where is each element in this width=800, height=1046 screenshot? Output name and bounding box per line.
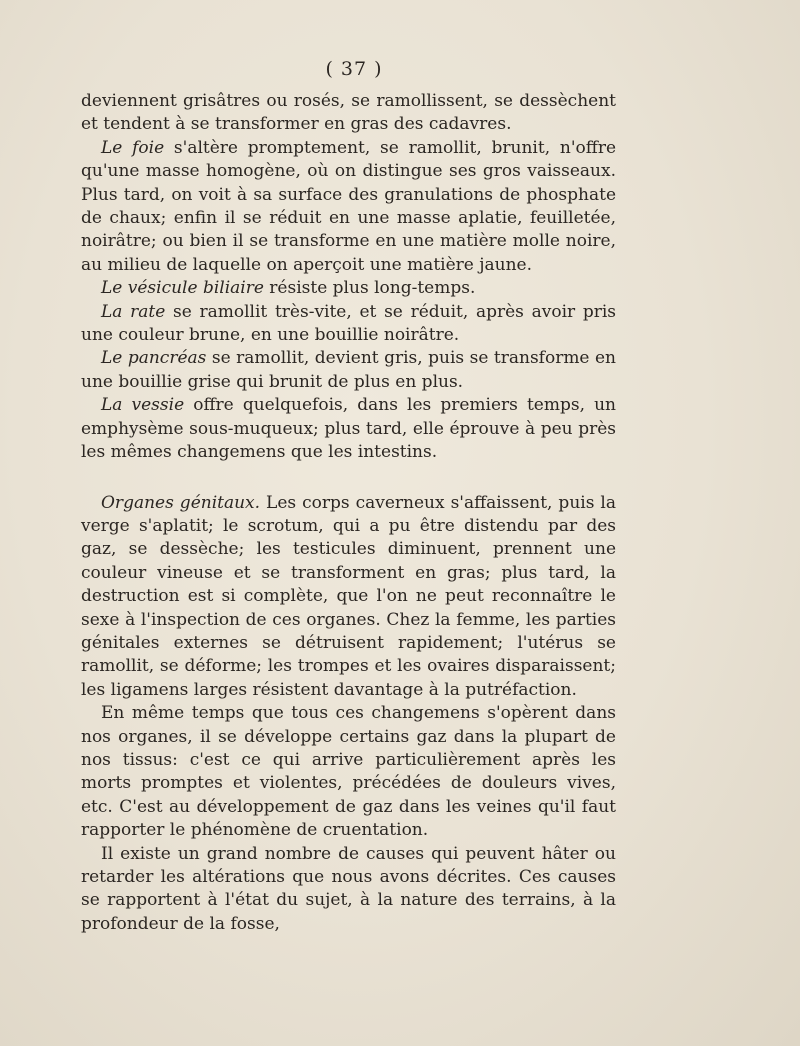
paragraph-text: Les corps caverneux s'affaissent, puis la verge s'aplatit; le scrotum, qui a pu être distendu par des gaz, se dessèche; les testicules diminuent, prennent une couleur vineuse et se transforment en gras; plus tard, la destruction est si complète, que l'on ne peut reconnaître le sexe à l'inspection de ces organes. Chez la femme, les parties génitales externes se détruisent rapidement; l'utérus se ramollit, se déforme; les trompes et les ovaires disparaissent; les ligamens larges résistent davantage à la putréfaction. xyxy=(81,492,616,700)
paragraph-text: s'altère promptement, se ramollit, brunit, n'offre qu'une masse homogène, où on distingue ses gros vaisseaux. Plus tard, on voit à sa surface des granulations de phosphate de chaux; enfin il se réduit en une masse aplatie, feuilletée, noirâtre; ou bien il se transforme en une matière molle noire, au milieu de laquelle on aperçoit une matière jaune. xyxy=(81,137,617,275)
paragraph-text: se ramollit, devient gris, puis se transforme en une bouillie grise qui brunit de plus en plus. xyxy=(81,348,616,392)
page-number: ( 37 ) xyxy=(325,58,383,80)
paragraph-text: Il existe un grand nombre de causes qui peuvent hâter ou retarder les altérations que nous avons décrites. Ces causes se rapportent à l'état du sujet, à la nature des terrains, à la profondeur de la fosse, xyxy=(81,843,616,934)
paragraph-foie xyxy=(81,137,616,277)
paragraph-heading: La vessie xyxy=(101,395,185,416)
paragraph-continuation xyxy=(81,90,616,137)
paragraph-heading: Le vésicule biliaire xyxy=(101,278,264,299)
paragraph-heading: Le pancréas xyxy=(101,348,207,369)
body-text xyxy=(81,90,616,936)
paragraph-heading: Le foie xyxy=(101,137,165,158)
paragraph-text: offre quelquefois, dans les premiers temps, un emphysème sous-muqueux; plus tard, elle éprouve à peu près les mêmes changemens que les intestins. xyxy=(81,395,616,463)
paragraph-vesicule xyxy=(81,277,616,300)
paragraph-pancreas xyxy=(81,347,616,394)
paragraph-text: se ramollit très-vite, et se réduit, après avoir pris une couleur brune, en une bouillie noirâtre. xyxy=(81,301,617,346)
paragraph-text: deviennent grisâtres ou rosés, se ramollissent, se dessèchent et tendent à se transformer en gras des cadavres. xyxy=(81,91,616,135)
paragraph-causes xyxy=(81,843,616,937)
paragraph-text: résiste plus long-temps. xyxy=(263,278,476,299)
paragraph-heading: Organes génitaux. xyxy=(101,492,261,513)
paragraph-gaz xyxy=(81,702,616,842)
paragraph-vessie xyxy=(81,394,616,464)
paragraph-organes-genitaux xyxy=(81,492,616,703)
paragraph-heading: La rate xyxy=(101,301,166,322)
paragraph-text: En même temps que tous ces changemens s'opèrent dans nos organes, il se développe certains gaz dans la plupart de nos tissus: c'est ce qui arrive particulièrement après les morts promptes et violentes, précédées de douleurs vives, etc. C'est au développement de gaz dans les veines qu'il faut rapporter le phénomène de cruentation. xyxy=(81,703,616,841)
paragraph-rate xyxy=(81,301,616,348)
